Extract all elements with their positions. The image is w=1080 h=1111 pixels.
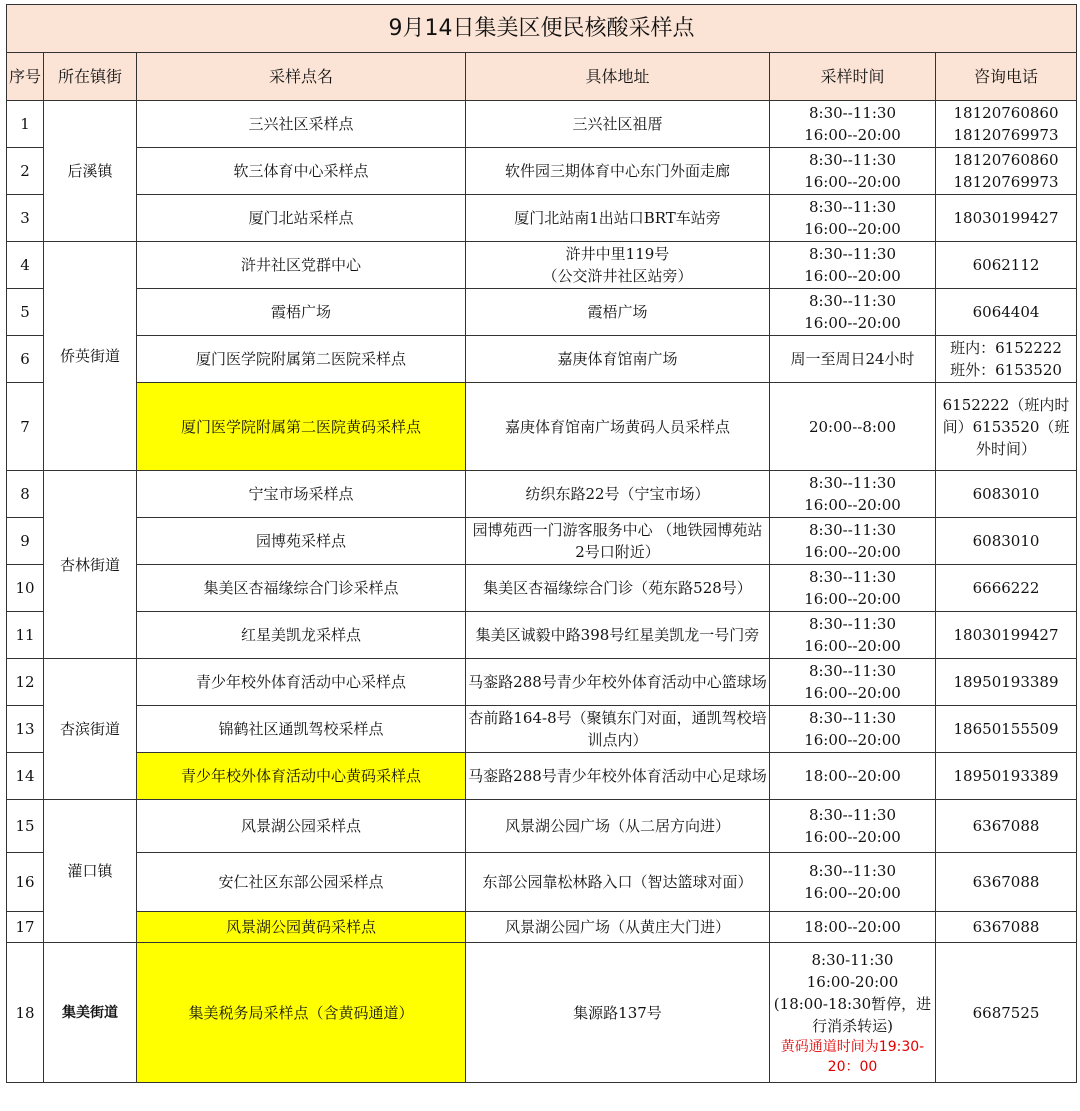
header-no: 序号 (7, 53, 44, 101)
row-no: 14 (7, 753, 44, 800)
site-address: 马銮路288号青少年校外体育活动中心篮球场 (466, 659, 770, 706)
row-no: 7 (7, 383, 44, 471)
town-cell: 侨英街道 (44, 242, 137, 471)
site-name: 软三体育中心采样点 (137, 148, 466, 195)
row-no: 6 (7, 336, 44, 383)
row-no: 3 (7, 195, 44, 242)
site-phone: 班内：6152222 班外：6153520 (936, 336, 1077, 383)
site-name: 园博苑采样点 (137, 518, 466, 565)
town-cell: 杏林街道 (44, 471, 137, 659)
site-address: 风景湖公园广场（从黄庄大门进） (466, 912, 770, 943)
header-town: 所在镇街 (44, 53, 137, 101)
site-address: 霞梧广场 (466, 289, 770, 336)
site-address: 风景湖公园广场（从二居方向进） (466, 800, 770, 853)
row-no: 11 (7, 612, 44, 659)
table-row (7, 336, 1077, 383)
site-name: 霞梧广场 (137, 289, 466, 336)
table-row (7, 706, 1077, 753)
site-phone: 6367088 (936, 800, 1077, 853)
site-phone: 6083010 (936, 518, 1077, 565)
site-phone: 18650155509 (936, 706, 1077, 753)
site-name-highlight: 青少年校外体育活动中心黄码采样点 (137, 753, 466, 800)
row-no: 5 (7, 289, 44, 336)
site-address: 三兴社区祖厝 (466, 101, 770, 148)
site-time: 20:00--8:00 (770, 383, 936, 471)
table-row (7, 753, 1077, 800)
site-time: 8:30--11:30 16:00--20:00 (770, 659, 936, 706)
site-phone: 18120760860 18120769973 (936, 148, 1077, 195)
table-row (7, 101, 1077, 148)
site-address: 东部公园靠松林路入口（智达篮球对面） (466, 853, 770, 912)
site-name: 浒井社区党群中心 (137, 242, 466, 289)
header-phone: 咨询电话 (936, 53, 1077, 101)
site-phone: 6367088 (936, 912, 1077, 943)
table-row (7, 148, 1077, 195)
site-time: 8:30--11:30 16:00--20:00 (770, 518, 936, 565)
header-time: 采样时间 (770, 53, 936, 101)
site-address: 嘉庚体育馆南广场黄码人员采样点 (466, 383, 770, 471)
site-phone: 6687525 (936, 943, 1077, 1083)
table-row (7, 565, 1077, 612)
row-no: 17 (7, 912, 44, 943)
site-name: 红星美凯龙采样点 (137, 612, 466, 659)
row-no: 9 (7, 518, 44, 565)
row-no: 15 (7, 800, 44, 853)
table-row (7, 195, 1077, 242)
site-address: 马銮路288号青少年校外体育活动中心足球场 (466, 753, 770, 800)
town-cell: 灌口镇 (44, 800, 137, 943)
site-name: 风景湖公园采样点 (137, 800, 466, 853)
site-time-cell (770, 943, 936, 1083)
site-address: 集美区杏福缘综合门诊（苑东路528号） (466, 565, 770, 612)
site-phone: 18950193389 (936, 753, 1077, 800)
table-row (7, 471, 1077, 518)
site-time: 8:30--11:30 16:00--20:00 (770, 195, 936, 242)
row-no: 13 (7, 706, 44, 753)
header-row (7, 53, 1077, 101)
site-address: 软件园三期体育中心东门外面走廊 (466, 148, 770, 195)
table-row (7, 383, 1077, 471)
site-time: 8:30--11:30 16:00--20:00 (770, 612, 936, 659)
site-time: 8:30--11:30 16:00--20:00 (770, 101, 936, 148)
town-cell: 杏滨街道 (44, 659, 137, 800)
site-time: 8:30--11:30 16:00--20:00 (770, 471, 936, 518)
site-name: 集美区杏福缘综合门诊采样点 (137, 565, 466, 612)
table-row (7, 242, 1077, 289)
site-address: 集源路137号 (466, 943, 770, 1083)
row-no: 2 (7, 148, 44, 195)
table-row (7, 800, 1077, 853)
site-name-highlight: 厦门医学院附属第二医院黄码采样点 (137, 383, 466, 471)
town-cell: 集美街道 (44, 943, 137, 1083)
row-no: 10 (7, 565, 44, 612)
site-address: 浒井中里119号 （公交浒井社区站旁） (466, 242, 770, 289)
site-time: 18:00--20:00 (770, 753, 936, 800)
site-name: 安仁社区东部公园采样点 (137, 853, 466, 912)
row-no: 18 (7, 943, 44, 1083)
row-no: 1 (7, 101, 44, 148)
table-row (7, 853, 1077, 912)
site-time: 8:30--11:30 16:00--20:00 (770, 853, 936, 912)
site-name: 厦门北站采样点 (137, 195, 466, 242)
site-name-highlight: 风景湖公园黄码采样点 (137, 912, 466, 943)
site-phone: 6083010 (936, 471, 1077, 518)
town-cell: 后溪镇 (44, 101, 137, 242)
site-time: 8:30--11:30 16:00--20:00 (770, 242, 936, 289)
table-row (7, 289, 1077, 336)
row-no: 16 (7, 853, 44, 912)
row-no: 4 (7, 242, 44, 289)
site-address: 厦门北站南1出站口BRT车站旁 (466, 195, 770, 242)
site-time: 18:00--20:00 (770, 912, 936, 943)
page-title: 9月14日集美区便民核酸采样点 (7, 5, 1077, 53)
site-time: 8:30--11:30 16:00--20:00 (770, 148, 936, 195)
site-name: 锦鹤社区通凯驾校采样点 (137, 706, 466, 753)
table-row (7, 943, 1077, 1083)
site-address: 集美区诚毅中路398号红星美凯龙一号门旁 (466, 612, 770, 659)
site-address: 园博苑西一门游客服务中心 （地铁园博苑站2号口附近） (466, 518, 770, 565)
sampling-sites-table (6, 4, 1077, 1083)
site-time: 周一至周日24小时 (770, 336, 936, 383)
site-time: 8:30-11:30 16:00-20:00 (18:00-18:30暂停，进行消杀转运) (773, 950, 932, 1035)
site-phone: 18030199427 (936, 195, 1077, 242)
table-row (7, 912, 1077, 943)
site-phone: 18120760860 18120769973 (936, 101, 1077, 148)
header-site: 采样点名 (137, 53, 466, 101)
site-name: 三兴社区采样点 (137, 101, 466, 148)
site-name-highlight: 集美税务局采样点（含黄码通道） (137, 943, 466, 1083)
site-address: 纺织东路22号（宁宝市场） (466, 471, 770, 518)
header-address: 具体地址 (466, 53, 770, 101)
table-row (7, 659, 1077, 706)
site-phone: 6666222 (936, 565, 1077, 612)
site-name: 青少年校外体育活动中心采样点 (137, 659, 466, 706)
yellow-code-time-note: 黄码通道时间为19:30-20：00 (780, 1038, 925, 1075)
site-phone: 18030199427 (936, 612, 1077, 659)
site-address: 杏前路164-8号（聚镇东门对面，通凯驾校培训点内） (466, 706, 770, 753)
table-row (7, 612, 1077, 659)
site-time: 8:30--11:30 16:00--20:00 (770, 289, 936, 336)
site-time: 8:30--11:30 16:00--20:00 (770, 565, 936, 612)
site-name: 宁宝市场采样点 (137, 471, 466, 518)
site-time: 8:30--11:30 16:00--20:00 (770, 800, 936, 853)
site-phone: 6152222（班内时间）6153520（班外时间） (936, 383, 1077, 471)
site-phone: 6062112 (936, 242, 1077, 289)
site-phone: 6367088 (936, 853, 1077, 912)
site-phone: 6064404 (936, 289, 1077, 336)
site-time: 8:30--11:30 16:00--20:00 (770, 706, 936, 753)
site-address: 嘉庚体育馆南广场 (466, 336, 770, 383)
site-phone: 18950193389 (936, 659, 1077, 706)
site-name: 厦门医学院附属第二医院采样点 (137, 336, 466, 383)
table-row (7, 518, 1077, 565)
row-no: 8 (7, 471, 44, 518)
row-no: 12 (7, 659, 44, 706)
